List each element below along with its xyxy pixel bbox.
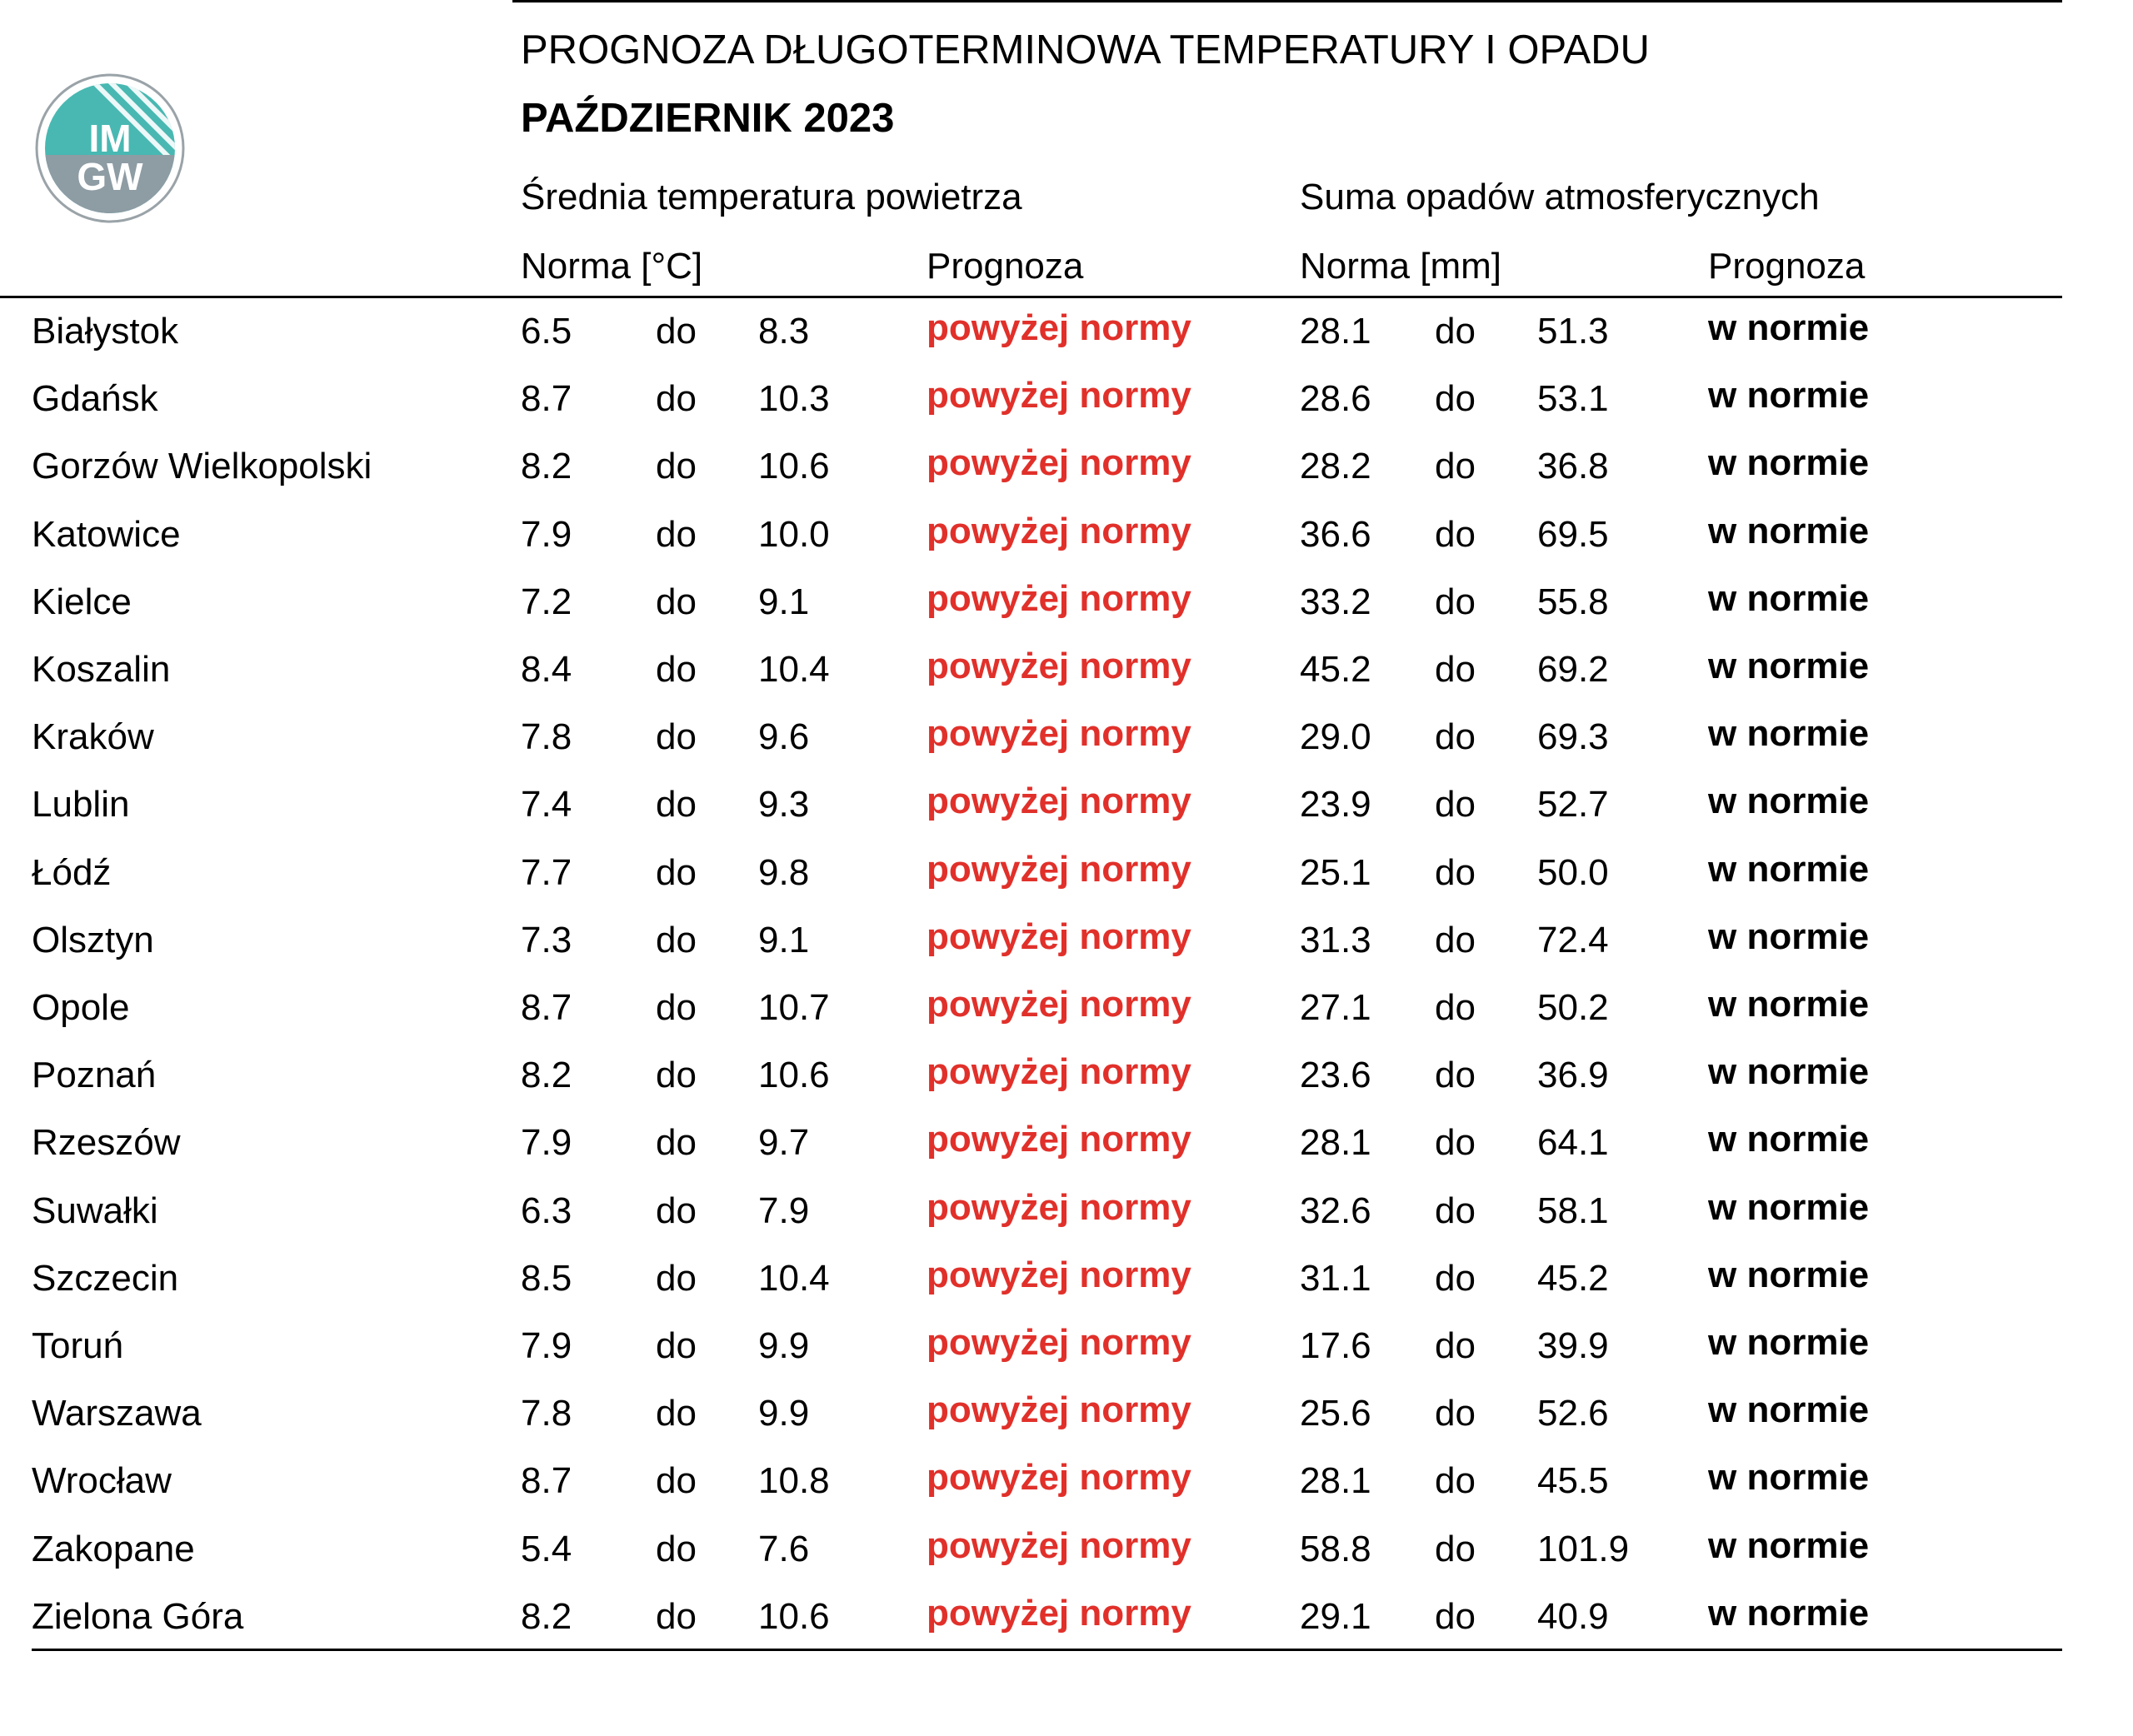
city-name: Warszawa (32, 1393, 202, 1434)
precip-norm-max: 39.9 (1537, 1325, 1609, 1366)
temp-forecast: powyżej normy (927, 442, 1191, 483)
temp-forecast: powyżej normy (927, 713, 1191, 754)
temp-norm-min: 6.3 (521, 1190, 572, 1231)
precip-norm-min: 28.1 (1300, 1460, 1371, 1501)
temp-forecast: powyżej normy (927, 307, 1191, 348)
temp-norm-max: 10.4 (758, 1258, 830, 1299)
temp-norm-separator: do (656, 1055, 697, 1095)
temp-norm-min: 7.9 (521, 514, 572, 555)
temp-forecast: powyżej normy (927, 984, 1191, 1025)
temp-norm-separator: do (656, 1258, 697, 1299)
temp-norm-max: 9.3 (758, 784, 810, 825)
temp-norm-max: 8.3 (758, 311, 810, 352)
temp-norm-min: 8.7 (521, 1460, 572, 1501)
city-name: Katowice (32, 514, 181, 555)
temp-norm-max: 9.1 (758, 581, 810, 622)
city-name: Kraków (32, 716, 154, 757)
temp-norm-separator: do (656, 1190, 697, 1231)
precip-norm-min: 45.2 (1300, 649, 1371, 690)
city-name: Wrocław (32, 1460, 172, 1501)
precip-norm-separator: do (1435, 1055, 1476, 1095)
precip-forecast: w normie (1708, 1255, 1870, 1295)
temp-norm-separator: do (656, 514, 697, 555)
precip-norm-min: 29.0 (1300, 716, 1371, 757)
precip-forecast: w normie (1708, 916, 1870, 957)
precip-forecast: w normie (1708, 849, 1870, 890)
precip-norm-separator: do (1435, 446, 1476, 486)
precip-norm-max: 36.8 (1537, 446, 1609, 486)
temp-forecast: powyżej normy (927, 849, 1191, 890)
precip-norm-min: 28.6 (1300, 378, 1371, 419)
temp-forecast: powyżej normy (927, 1322, 1191, 1363)
precip-norm-min: 28.2 (1300, 446, 1371, 486)
precip-forecast: w normie (1708, 1187, 1870, 1228)
precip-norm-separator: do (1435, 514, 1476, 555)
temp-norm-separator: do (656, 378, 697, 419)
temp-norm-min: 8.2 (521, 446, 572, 486)
temp-norm-separator: do (656, 920, 697, 960)
temp-norm-separator: do (656, 446, 697, 486)
precip-norm-separator: do (1435, 920, 1476, 960)
temp-norm-min: 8.7 (521, 987, 572, 1028)
temp-norm-max: 9.8 (758, 852, 810, 893)
temp-norm-max: 10.8 (758, 1460, 830, 1501)
temp-norm-header: Norma [°C] (521, 246, 703, 287)
temp-norm-max: 10.6 (758, 446, 830, 486)
temp-norm-min: 7.8 (521, 716, 572, 757)
city-name: Gdańsk (32, 378, 158, 419)
precip-norm-min: 17.6 (1300, 1325, 1371, 1366)
city-name: Szczecin (32, 1258, 179, 1299)
temp-norm-max: 10.6 (758, 1055, 830, 1095)
precip-norm-max: 72.4 (1537, 920, 1609, 960)
header-rule (0, 296, 2062, 298)
precipitation-group-header: Suma opadów atmosferycznych (1300, 177, 1820, 217)
precip-norm-max: 101.9 (1537, 1529, 1630, 1569)
precip-norm-separator: do (1435, 1393, 1476, 1434)
top-rule (512, 0, 2062, 2)
temp-forecast: powyżej normy (927, 1457, 1191, 1498)
temp-norm-separator: do (656, 1325, 697, 1366)
precip-norm-max: 36.9 (1537, 1055, 1609, 1095)
temp-forecast: powyżej normy (927, 1593, 1191, 1634)
temp-norm-min: 5.4 (521, 1529, 572, 1569)
temp-norm-separator: do (656, 581, 697, 622)
precip-forecast: w normie (1708, 307, 1870, 348)
temp-norm-min: 8.7 (521, 378, 572, 419)
precip-norm-max: 69.3 (1537, 716, 1609, 757)
temp-forecast: powyżej normy (927, 781, 1191, 821)
temp-norm-max: 9.9 (758, 1393, 810, 1434)
precip-forecast: w normie (1708, 442, 1870, 483)
precip-norm-separator: do (1435, 1190, 1476, 1231)
precip-norm-max: 50.0 (1537, 852, 1609, 893)
temp-norm-min: 8.2 (521, 1055, 572, 1095)
precip-norm-min: 28.1 (1300, 311, 1371, 352)
precip-norm-max: 64.1 (1537, 1122, 1609, 1163)
temp-forecast: powyżej normy (927, 916, 1191, 957)
logo-text-top: IM (88, 117, 132, 160)
temp-forecast: powyżej normy (927, 1389, 1191, 1430)
city-name: Łódź (32, 852, 112, 893)
city-name: Rzeszów (32, 1122, 181, 1163)
precip-norm-max: 53.1 (1537, 378, 1609, 419)
logo-text-bottom: GW (77, 155, 143, 198)
temp-norm-max: 10.4 (758, 649, 830, 690)
precip-forecast: w normie (1708, 1322, 1870, 1363)
temp-norm-max: 7.6 (758, 1529, 810, 1569)
precip-forecast: w normie (1708, 578, 1870, 619)
temp-forecast: powyżej normy (927, 1525, 1191, 1566)
precip-norm-max: 69.2 (1537, 649, 1609, 690)
precip-forecast: w normie (1708, 984, 1870, 1025)
precip-norm-min: 23.9 (1300, 784, 1371, 825)
precip-forecast: w normie (1708, 1119, 1870, 1160)
precip-forecast: w normie (1708, 1593, 1870, 1634)
temp-norm-separator: do (656, 311, 697, 352)
precip-norm-min: 25.1 (1300, 852, 1371, 893)
temp-norm-max: 9.1 (758, 920, 810, 960)
precip-norm-separator: do (1435, 784, 1476, 825)
city-name: Suwałki (32, 1190, 158, 1231)
precip-forecast: w normie (1708, 511, 1870, 551)
temp-forecast: powyżej normy (927, 1051, 1191, 1092)
temp-norm-max: 9.9 (758, 1325, 810, 1366)
precip-norm-separator: do (1435, 1596, 1476, 1637)
precip-norm-max: 45.2 (1537, 1258, 1609, 1299)
temp-forecast: powyżej normy (927, 1255, 1191, 1295)
temp-norm-separator: do (656, 1393, 697, 1434)
temp-norm-separator: do (656, 716, 697, 757)
precip-norm-min: 31.3 (1300, 920, 1371, 960)
precip-norm-max: 55.8 (1537, 581, 1609, 622)
city-name: Zakopane (32, 1529, 195, 1569)
city-name: Poznań (32, 1055, 157, 1095)
precip-norm-max: 52.7 (1537, 784, 1609, 825)
precip-norm-max: 50.2 (1537, 987, 1609, 1028)
temp-norm-max: 7.9 (758, 1190, 810, 1231)
precip-norm-separator: do (1435, 649, 1476, 690)
temp-norm-separator: do (656, 1122, 697, 1163)
precip-norm-min: 23.6 (1300, 1055, 1371, 1095)
precip-norm-max: 51.3 (1537, 311, 1609, 352)
temperature-group-header: Średnia temperatura powietrza (521, 177, 1022, 217)
precip-forecast: w normie (1708, 713, 1870, 754)
city-name: Zielona Góra (32, 1596, 244, 1637)
temp-norm-separator: do (656, 1529, 697, 1569)
city-name: Olsztyn (32, 920, 154, 960)
precip-norm-min: 33.2 (1300, 581, 1371, 622)
precip-forecast: w normie (1708, 1457, 1870, 1498)
temp-norm-min: 8.2 (521, 1596, 572, 1637)
precip-forecast: w normie (1708, 1389, 1870, 1430)
temp-norm-min: 7.2 (521, 581, 572, 622)
temp-norm-min: 7.4 (521, 784, 572, 825)
precip-norm-separator: do (1435, 1258, 1476, 1299)
temp-norm-min: 7.7 (521, 852, 572, 893)
city-name: Koszalin (32, 649, 171, 690)
precip-norm-min: 58.8 (1300, 1529, 1371, 1569)
temp-norm-min: 7.9 (521, 1122, 572, 1163)
precip-norm-separator: do (1435, 378, 1476, 419)
precip-norm-min: 25.6 (1300, 1393, 1371, 1434)
precip-norm-separator: do (1435, 716, 1476, 757)
precip-norm-max: 45.5 (1537, 1460, 1609, 1501)
page-subtitle: PAŹDZIERNIK 2023 (521, 96, 895, 141)
temp-norm-separator: do (656, 987, 697, 1028)
precip-norm-max: 52.6 (1537, 1393, 1609, 1434)
temp-norm-separator: do (656, 1596, 697, 1637)
city-name: Opole (32, 987, 130, 1028)
precip-norm-min: 29.1 (1300, 1596, 1371, 1637)
precip-norm-min: 31.1 (1300, 1258, 1371, 1299)
city-name: Gorzów Wielkopolski (32, 446, 372, 486)
precip-forecast: w normie (1708, 375, 1870, 416)
precip-norm-separator: do (1435, 852, 1476, 893)
precip-norm-max: 40.9 (1537, 1596, 1609, 1637)
precip-forecast-header: Prognoza (1708, 246, 1866, 287)
temp-norm-min: 7.8 (521, 1393, 572, 1434)
city-name: Kielce (32, 581, 132, 622)
temp-forecast: powyżej normy (927, 646, 1191, 686)
city-name: Białystok (32, 311, 179, 352)
temp-forecast: powyżej normy (927, 375, 1191, 416)
temp-norm-max: 9.6 (758, 716, 810, 757)
precip-norm-separator: do (1435, 311, 1476, 352)
temp-forecast: powyżej normy (927, 1119, 1191, 1160)
temp-norm-separator: do (656, 649, 697, 690)
precip-forecast: w normie (1708, 1525, 1870, 1566)
temp-norm-separator: do (656, 1460, 697, 1501)
imgw-logo (33, 72, 187, 225)
precip-norm-header: Norma [mm] (1300, 246, 1501, 287)
temp-forecast: powyżej normy (927, 1187, 1191, 1228)
city-name: Lublin (32, 784, 130, 825)
temp-norm-max: 10.0 (758, 514, 830, 555)
precip-forecast: w normie (1708, 646, 1870, 686)
precip-forecast: w normie (1708, 1051, 1870, 1092)
precip-norm-separator: do (1435, 987, 1476, 1028)
city-name: Toruń (32, 1325, 124, 1366)
temp-norm-min: 8.5 (521, 1258, 572, 1299)
precip-forecast: w normie (1708, 781, 1870, 821)
precip-norm-separator: do (1435, 1460, 1476, 1501)
precip-norm-min: 27.1 (1300, 987, 1371, 1028)
precip-norm-min: 28.1 (1300, 1122, 1371, 1163)
precip-norm-max: 69.5 (1537, 514, 1609, 555)
page-title: PROGNOZA DŁUGOTERMINOWA TEMPERATURY I OPADU (521, 27, 1650, 72)
precip-norm-separator: do (1435, 1529, 1476, 1569)
temp-norm-min: 7.3 (521, 920, 572, 960)
precip-norm-separator: do (1435, 1122, 1476, 1163)
temp-norm-separator: do (656, 852, 697, 893)
precip-norm-separator: do (1435, 1325, 1476, 1366)
precip-norm-min: 32.6 (1300, 1190, 1371, 1231)
temp-norm-max: 10.7 (758, 987, 830, 1028)
precip-norm-min: 36.6 (1300, 514, 1371, 555)
temp-forecast-header: Prognoza (927, 246, 1084, 287)
bottom-rule (32, 1649, 2062, 1651)
temp-norm-min: 7.9 (521, 1325, 572, 1366)
temp-norm-min: 8.4 (521, 649, 572, 690)
temp-norm-separator: do (656, 784, 697, 825)
temp-norm-max: 10.6 (758, 1596, 830, 1637)
precip-norm-separator: do (1435, 581, 1476, 622)
temp-norm-max: 9.7 (758, 1122, 810, 1163)
temp-norm-max: 10.3 (758, 378, 830, 419)
temp-forecast: powyżej normy (927, 511, 1191, 551)
temp-forecast: powyżej normy (927, 578, 1191, 619)
temp-norm-min: 6.5 (521, 311, 572, 352)
precip-norm-max: 58.1 (1537, 1190, 1609, 1231)
